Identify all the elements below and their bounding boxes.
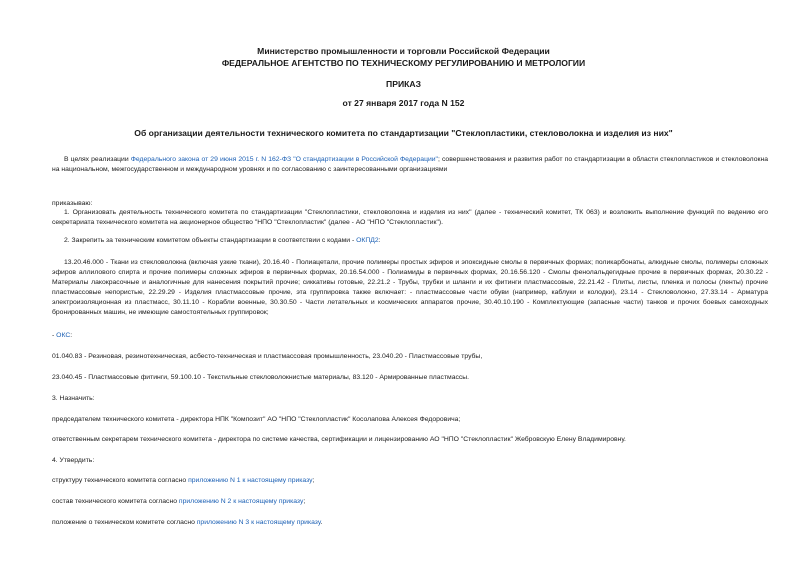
document-title: Об организации деятельности технического комитета по стандартизации "Стеклопластики, стекловолокна и изделия из них" bbox=[134, 128, 673, 138]
chairman-assignment: председателем технического комитета - директора НПК "Композит" АО "НПО "Стеклопластик" Косолапова Алексея Федоровича; bbox=[52, 416, 461, 423]
appendix-1-link[interactable]: приложению N 1 к настоящему приказу bbox=[188, 477, 313, 484]
approve-regulation bbox=[52, 518, 322, 528]
item-3-heading: 3. Назначить: bbox=[52, 395, 95, 402]
item-1-paragraph: 1. Организовать деятельность технического комитета по стандартизации "Стеклопластики, стекловолокна и изделия из них" (далее - технический комитет, ТК 063) и возложить выполнение функций по ведению его секретариата технического комитета на акционерное общество "НПО "Стеклопластик" (далее - АО "НПО "Стеклопластик"). bbox=[52, 209, 768, 226]
approve-composition-text: состав технического комитета согласно bbox=[52, 498, 179, 505]
approve-regulation-tail: . bbox=[320, 519, 323, 526]
approve-structure bbox=[52, 476, 314, 486]
approve-composition-tail: ; bbox=[303, 498, 306, 505]
approve-regulation-text: положение о техническом комитете согласно bbox=[52, 519, 197, 526]
item-2-text: 2. Закрепить за техническим комитетом объекты стандартизации в соответствии с кодами - bbox=[64, 237, 357, 244]
document-date-number: от 27 января 2017 года N 152 bbox=[342, 98, 465, 108]
federal-law-link[interactable]: Федерального закона от 29 июня 2015 г. N 162-ФЗ "О стандартизации в Российской Федерации" bbox=[130, 156, 438, 163]
oks-codes-line-1: 01.040.83 - Резиновая, резинотехническая, асбесто-техническая и пластмассовая промышленность, 23.040.20 - Пластмассовые трубы, bbox=[52, 353, 483, 360]
oks-heading bbox=[52, 331, 72, 341]
item-2-paragraph bbox=[64, 236, 381, 246]
appendix-2-link[interactable]: приложению N 2 к настоящему приказу bbox=[178, 498, 304, 505]
document-type: ПРИКАЗ bbox=[386, 79, 421, 89]
agency-heading: ФЕДЕРАЛЬНОЕ АГЕНТСТВО ПО ТЕХНИЧЕСКОМУ РЕГУЛИРОВАНИЮ И МЕТРОЛОГИИ bbox=[221, 58, 586, 68]
item-4-heading: 4. Утвердить: bbox=[52, 457, 95, 464]
preamble-paragraph bbox=[52, 155, 768, 175]
oks-prefix: - bbox=[52, 332, 57, 339]
ministry-heading: Министерство промышленности и торговли Российской Федерации bbox=[257, 46, 550, 56]
oks-link[interactable]: ОКС bbox=[56, 332, 71, 339]
oks-codes-line-2: 23.040.45 - Пластмассовые фитинги, 59.100.10 - Текстильные стекловолокнистые материалы, 83.120 - Армированные пластмассы. bbox=[52, 374, 470, 381]
approve-structure-tail: ; bbox=[312, 477, 315, 484]
approve-composition bbox=[52, 497, 305, 507]
preamble-text-rest: ; совершенствования и развития работ по стандартизации в области стеклопластиков и стекловолокна на национальном, межгосударственном и международном уровнях и по согласованию с заинтересованными организациями bbox=[52, 156, 768, 173]
secretary-assignment: ответственным секретарем технического комитета - директора по системе качества, сертификации и лицензированию АО "НПО "Стеклопластик" Жебровскую Елену Владимировну. bbox=[52, 436, 626, 443]
approve-structure-text: структуру технического комитета согласно bbox=[52, 477, 189, 484]
okpd-codes-paragraph: 13.20.46.000 - Ткани из стекловолокна (включая узкие ткани), 20.16.40 - Полиацетали, прочие полимеры простых эфиров и эпоксидные смолы в первичных формах; поликарбонаты, алкидные смолы, полимеры сложных эфиров аллилового спирта и прочие полимеры сложных эфиров в первичных формах, 20.16.54.000 - Полиамиды в первичных формах, 20.16.56.120 - Смолы фенолальдегидные прочие в первичных формах, 20.30.22 - Материалы лакокрасочные и аналогичные для нанесения покрытий прочие; сиккативы готовые, 22.21.2 - Трубы, трубки и шланги и их фитинги пластмассовые, 22.21.42 - Плиты, листы, пленка и полосы (ленты) прочие пластмассовые непористые, 22.29.29 - Изделия пластмассовые прочие, эта группировка также включает: - пластмассовые части обуви (например, каблуки и колодки), 23.14 - Стекловолокно, 27.33.14 - Арматура электроизоляционная из пластмасс, 30.11.10 - Корабли военные, 30.30.50 - Части летательных и космических аппаратов прочие, 30.40.10.190 - Комплектующие (запасные части) танков и прочих боевых самоходных бронированных машин, не имеющие самостоятельных группировок; bbox=[52, 259, 768, 316]
oks-tail: : bbox=[70, 332, 73, 339]
order-word: приказываю: bbox=[52, 200, 93, 207]
okpd2-link[interactable]: ОКПД2 bbox=[356, 237, 379, 244]
appendix-3-link[interactable]: приложению N 3 к настоящему приказу bbox=[196, 519, 321, 526]
preamble-text: В целях реализации bbox=[64, 156, 131, 163]
item-2-tail: : bbox=[378, 237, 381, 244]
